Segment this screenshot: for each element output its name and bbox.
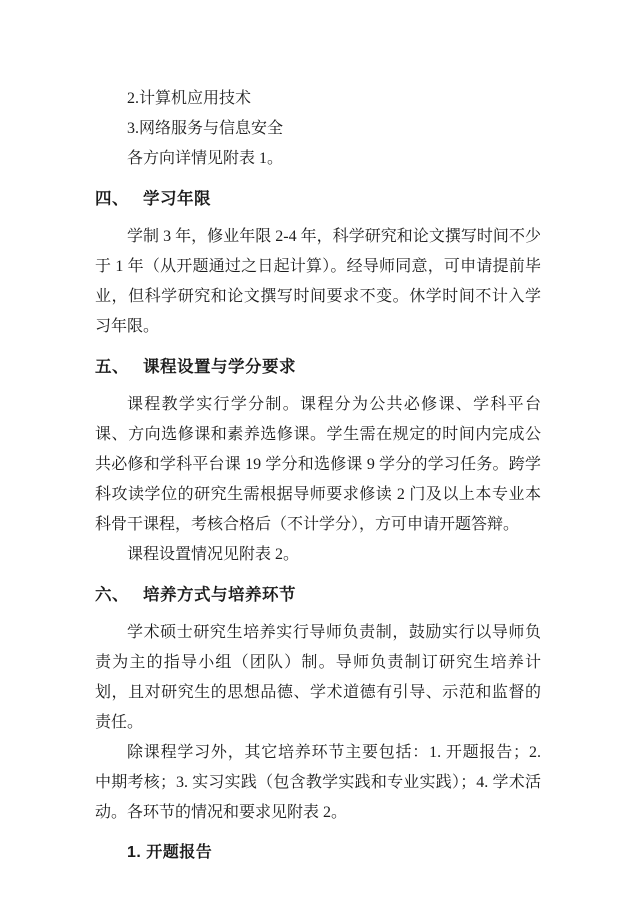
section-study-duration — [95, 184, 541, 342]
paragraph: 除课程学习外，其它培养环节主要包括：1. 开题报告；2. 中期考核；3. 实习实践（包含教学实践和专业实践）；4. 学术活动。各环节的情况和要求见附表 2。 — [95, 744, 541, 821]
directions-note: 各方向详情见附表 1。 — [127, 150, 284, 167]
section-heading-4 — [95, 184, 541, 214]
paragraph: 课程设置情况见附表 2。 — [127, 546, 300, 563]
section-training-methods — [95, 580, 541, 868]
section-title: 课程设置与学分要求 — [143, 358, 296, 376]
paragraph: 学制 3 年，修业年限 2-4 年，科学研究和论文撰写时间不少于 1 年（从开题通过之日起计算）。经导师同意，可申请提前毕业，但科学研究和论文撰写时间要求不变。休学时间不计入学习年限。 — [95, 228, 541, 335]
list-item-direction-2: 2.计算机应用技术 — [127, 90, 252, 107]
list-item-direction-3: 3.网络服务与信息安全 — [127, 120, 284, 137]
section-title: 培养方式与培养环节 — [143, 586, 296, 604]
section-title: 学习年限 — [143, 190, 211, 208]
subheading-proposal-report: 1. 开题报告 — [127, 844, 213, 861]
section-number: 四、 — [95, 190, 129, 208]
section-number: 五、 — [95, 358, 129, 376]
section-number: 六、 — [95, 586, 129, 604]
paragraph: 学术硕士研究生培养实行导师负责制，鼓励实行以导师负责为主的指导小组（团队）制。导师负责制订研究生培养计划，且对研究生的思想品德、学术道德有引导、示范和监督的责任。 — [95, 624, 541, 731]
section-heading-5 — [95, 352, 541, 382]
section-course-credits — [95, 352, 541, 570]
section-heading-6 — [95, 580, 541, 610]
paragraph: 课程教学实行学分制。课程分为公共必修课、学科平台课、方向选修课和素养选修课。学生需在规定的时间内完成公共必修和学科平台课 19 学分和选修课 9 学分的学习任务。跨学科攻读学位的研究生需根据导师要求修读 2 门及以上本专业本科骨干课程，考核合格后（不计学分），方可申请开题答辩。 — [95, 396, 541, 533]
